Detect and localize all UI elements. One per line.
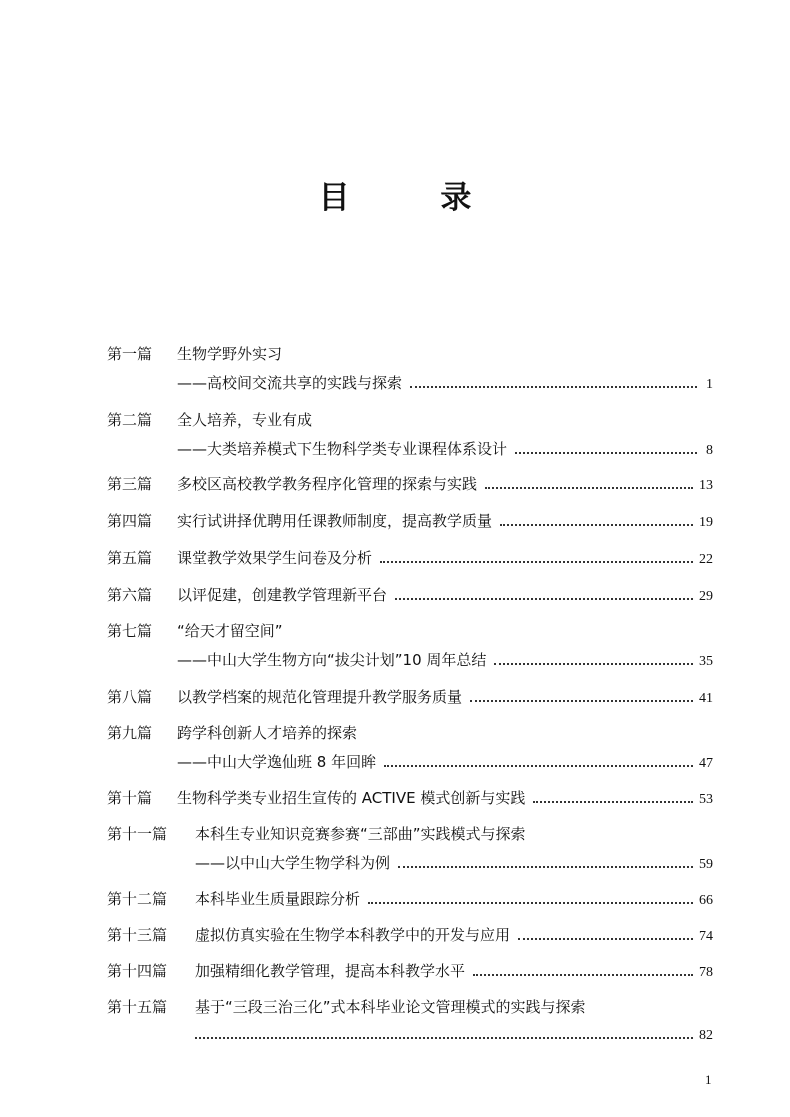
toc-entry-subtitle: ——中山大学生物方向“拔尖计划”10 周年总结 [177, 651, 487, 669]
toc-leader-dots [470, 700, 693, 702]
toc-leader-dots [380, 561, 693, 563]
toc-entry-number: 第二篇 [107, 411, 153, 429]
toc-entry-subtitle: ——高校间交流共享的实践与探索 [177, 374, 403, 392]
toc-page-number: 59 [699, 857, 713, 872]
toc-leader-dots [384, 765, 693, 767]
toc-entry-title: 虚拟仿真实验在生物学本科教学中的开发与应用 [195, 926, 511, 944]
footer-page-number: 1 [705, 1072, 712, 1087]
toc-entry-title: 多校区高校教学教务程序化管理的探索与实践 [177, 475, 478, 493]
toc-entry-title: 以教学档案的规范化管理提升教学服务质量 [177, 688, 463, 706]
toc-page-number: 78 [699, 965, 713, 980]
toc-entry-number: 第三篇 [107, 475, 153, 493]
toc-entry-title: 加强精细化教学管理，提高本科教学水平 [195, 962, 466, 980]
toc-page-number: 47 [699, 756, 713, 771]
toc-entry-number: 第一篇 [107, 345, 153, 363]
toc-line [107, 343, 713, 365]
toc-line [107, 510, 713, 532]
toc-line [107, 787, 713, 809]
toc-page-number: 13 [699, 478, 713, 493]
toc-line [107, 1025, 713, 1047]
toc-line [107, 751, 713, 773]
toc-line [107, 620, 713, 642]
toc-line [107, 823, 713, 845]
toc-line [107, 960, 713, 982]
toc-line [107, 372, 713, 394]
toc-entry-title: 本科生专业知识竞赛参赛“三部曲”实践模式与探索 [195, 825, 526, 843]
toc-entry-title: 课堂教学效果学生问卷及分析 [177, 549, 373, 567]
toc-entry-number: 第四篇 [107, 512, 153, 530]
toc-entry-title: 生物科学类专业招生宣传的 ACTIVE 模式创新与实践 [177, 789, 526, 807]
toc-leader-dots [485, 487, 693, 489]
toc-leader-dots [368, 902, 693, 904]
toc-page-number: 82 [699, 1028, 713, 1043]
toc-page-number: 53 [699, 792, 713, 807]
toc-entry-number: 第十二篇 [107, 890, 168, 908]
toc-entry-title: 跨学科创新人才培养的探索 [177, 724, 358, 742]
toc-leader-dots [473, 974, 693, 976]
toc-entry-number: 第五篇 [107, 549, 153, 567]
toc-line [107, 686, 713, 708]
toc-page-number: 8 [706, 443, 713, 458]
toc-entry-title: 全人培养，专业有成 [177, 411, 313, 429]
toc-line [107, 584, 713, 606]
toc-leader-dots [500, 524, 693, 526]
toc-page-number: 66 [699, 893, 713, 908]
toc-page-number: 1 [706, 377, 713, 392]
toc-leader-dots [195, 1037, 693, 1039]
toc-entry-number: 第六篇 [107, 586, 153, 604]
toc-entry-title: 本科毕业生质量跟踪分析 [195, 890, 361, 908]
toc-entry-title: “给天才留空间” [177, 622, 283, 640]
toc-line [107, 996, 713, 1018]
toc-page-number: 35 [699, 654, 713, 669]
toc-entry-number: 第十四篇 [107, 962, 168, 980]
toc-entry-subtitle: ——中山大学逸仙班 8 年回眸 [177, 753, 377, 771]
toc-entry-number: 第七篇 [107, 622, 153, 640]
toc-page-number: 29 [699, 589, 713, 604]
toc-leader-dots [515, 452, 697, 454]
toc-page-number: 22 [699, 552, 713, 567]
toc-line [107, 888, 713, 910]
toc-entry-subtitle: ——大类培养模式下生物科学类专业课程体系设计 [177, 440, 508, 458]
toc-entry-number: 第十篇 [107, 789, 153, 807]
toc-leader-dots [410, 386, 697, 388]
toc-entry-title: 以评促建，创建教学管理新平台 [177, 586, 388, 604]
toc-line [107, 852, 713, 874]
toc-entry-title: 基于“三段三治三化”式本科毕业论文管理模式的实践与探索 [195, 998, 586, 1016]
toc-leader-dots [494, 663, 693, 665]
toc-line [107, 438, 713, 460]
toc-entry-subtitle: ——以中山大学生物学科为例 [195, 854, 391, 872]
toc-entry-number: 第十一篇 [107, 825, 168, 843]
toc-entry-title: 生物学野外实习 [177, 345, 283, 363]
toc-line [107, 473, 713, 495]
toc-leader-dots [398, 866, 693, 868]
toc-line [107, 547, 713, 569]
toc-line [107, 409, 713, 431]
page-title: 目 录 [318, 180, 512, 216]
toc-leader-dots [518, 938, 693, 940]
toc-line [107, 722, 713, 744]
toc-leader-dots [533, 801, 693, 803]
toc-entry-number: 第九篇 [107, 724, 153, 742]
toc-page-number: 41 [699, 691, 713, 706]
toc-line [107, 924, 713, 946]
toc-line [107, 649, 713, 671]
toc-page-number: 74 [699, 929, 713, 944]
toc-entry-title: 实行试讲择优聘用任课教师制度，提高教学质量 [177, 512, 493, 530]
toc-page-number: 19 [699, 515, 713, 530]
toc-entry-number: 第十三篇 [107, 926, 168, 944]
toc-entry-number: 第十五篇 [107, 998, 168, 1016]
toc-entry-number: 第八篇 [107, 688, 153, 706]
toc-leader-dots [395, 598, 693, 600]
